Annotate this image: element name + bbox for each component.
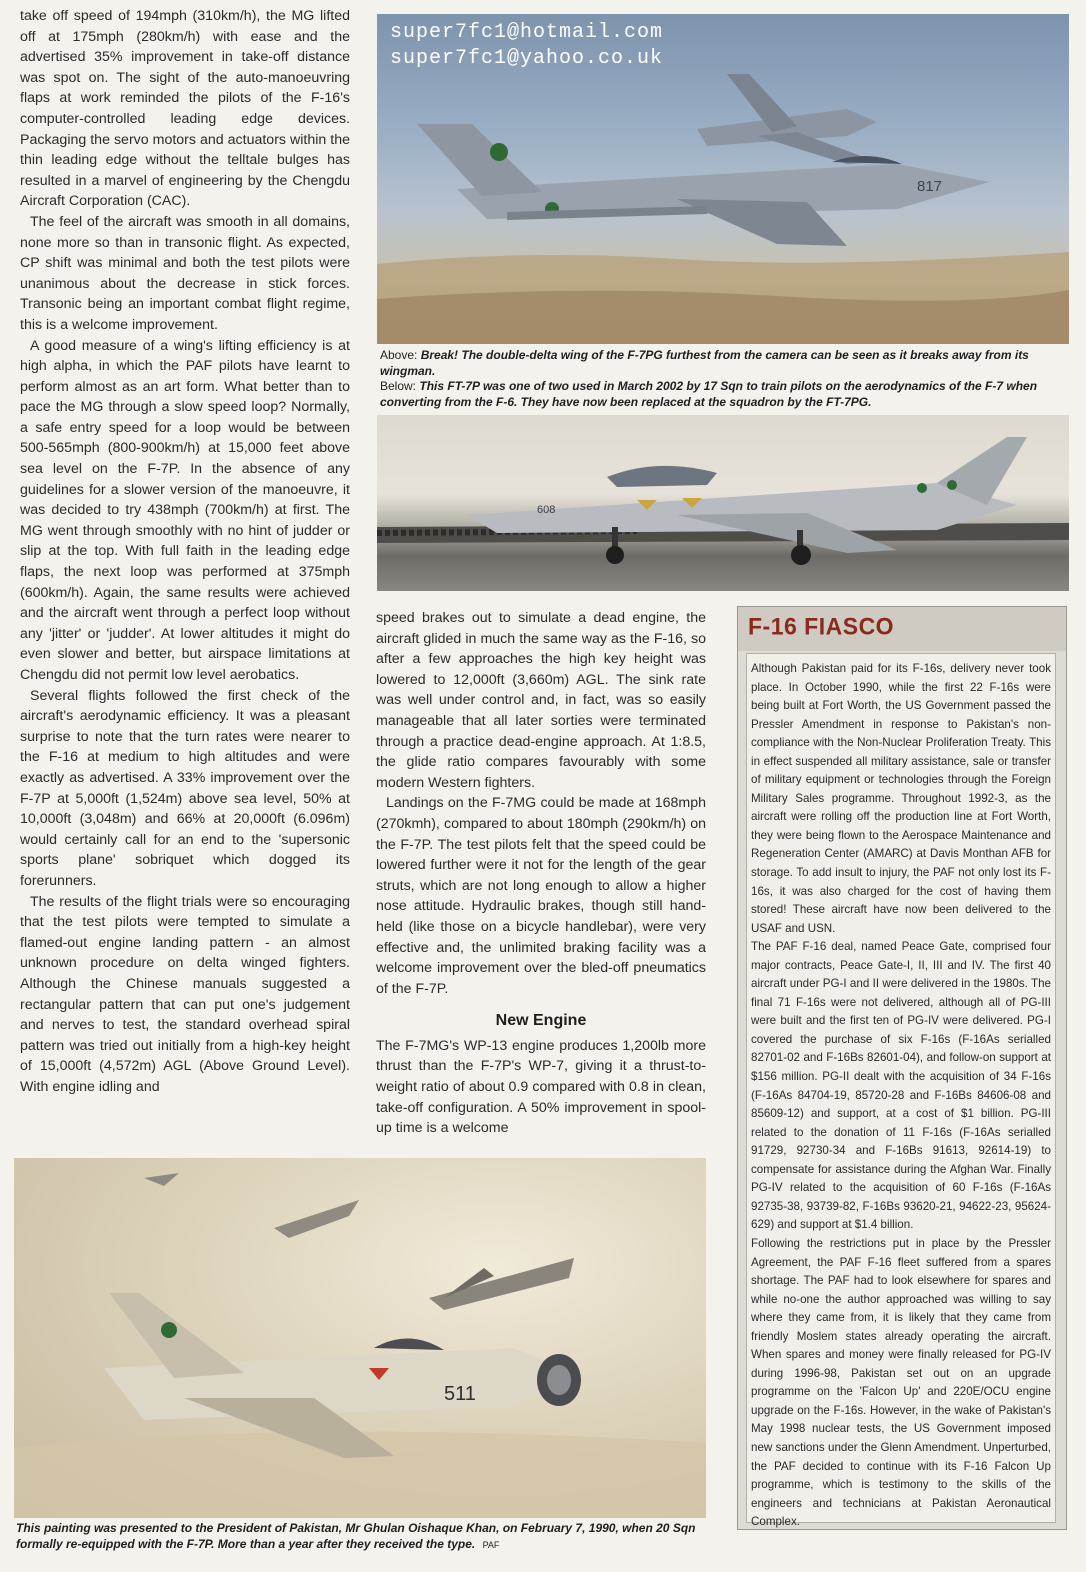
sidebar-paragraph: Although Pakistan paid for its F-16s, delivery never took place. In October 1990, while the first 22 F-16s were being built at Fort Worth, the US Government passed the Pressler Amendment in response to Pakistan's non-compliance with the Non-Nuclear Proliferation Treaty. This in effect suspended all military assistance, sale or transfer of military equipment or technologies through the Foreign Military Sales programme. Throughout 1992-3, as the aircraft were rolling off the production line at Fort Worth, they were being flown to the Aerospace Maintenance and Regeneration Center (AMARC) at Davis Monthan AFB for storage. To add insult to injury, the PAF not only lost its F-16s, it was also charged for the cost of having them stored! These aircraft have now been delivered to the USAF and USN. — [751, 662, 1051, 935]
sidebar-paragraph: Following the restrictions put in place by the Pressler Agreement, the PAF F-16 fleet suffered from a spares shortage. The PAF had to look elsewhere for spares and while no-one the author approached was willing to say where they came from, it is likely that they came from friendly Moslem states already operating the aircraft. When spares and money were finally released for PG-IV during 1996-98, Pakistan set out on an upgrade programme on the 'Falcon Up' and 220E/OCU engine upgrade on the F-16s. However, in the wake of Pakistan's May 1998 nuclear tests, the US Government imposed new sanctions under the Glenn Amendment. Unperturbed, the PAF decided to continue with its F-16 Falcon Up programme, which is testimony to the skills of the engineers and technicians at Pakistan Aeronautical Complex. — [751, 1236, 1051, 1529]
sidebar-paragraph: The PAF F-16 deal, named Peace Gate, comprised four major contracts, Peace Gate-I, II, III and IV. The first 40 aircraft under PG-I and II were delivered in the 1980s. The final 71 F-16s were not delivered, although all of PG-III were built and the first ten of PG-IV were delivered. PG-I covered the purchase of six F-16s (F-16As serialled 82701-02 and F-16Bs 82601-04), and follow-on support at $156 million. PG-II dealt with the acquisition of 34 F-16s (F-16As 84704-19, 85720-28 and F-16Bs 84606-08 and 85609-12) and support, at a cost of $1 billion. PG-III related to the donation of 11 F-16s (F-16As serialled 91729, 92730-34 and F-16Bs 91613, 92614-19) to compensate for assistance during the Afghan War. Finally PG-IV related to the acquisition of 60 F-16s (F-16As 92735-38, 93739-82, F-16Bs 93620-21, 94622-23, 95624-629) and support at $1.4 billion. — [751, 940, 1051, 1232]
aircraft-serial: 608 — [537, 504, 556, 516]
caption-text: This painting was presented to the President of Pakistan, Mr Ghulan Oishaque Khan, on February 7, 1990, when 20 Sqn formally re-equipped with the F-7P. More than a year after they received the type. — [16, 1521, 696, 1551]
article-paragraph: The results of the flight trials were so encouraging that the test pilots were tempted to simulate a flamed-out engine landing pattern - an almost unknown procedure on delta winged fighters. Although the Chinese manuals suggested a rectangular pattern that can put one's judgement and nerves to test, the standard overhead spiral pattern was tried out initially from a high-key height of 15,000ft (4,572m) AGL (Above Ground Level). With engine idling and — [20, 893, 350, 1095]
aircraft-serial: 817 — [917, 178, 943, 195]
article-paragraph: Several flights followed the first check of the aircraft's aerodynamic efficiency. It was a pleasant surprise to note that the turn rates were nearer to the F-16 at medium to high altitudes and were exactly as advertised. A 33% improvement over the F-7P at 5,000ft (1,524m) above sea level, 50% at 10,000ft (3,048m) and 66% at 20,000ft (6.096m) would certainly call for an end to the 'supersonic sports plane' sobriquet which dogged its forerunners. — [20, 687, 350, 889]
sidebar-title: F-16 FIASCO — [748, 612, 895, 640]
caption-lead: Below: — [380, 379, 417, 393]
painting-caption — [16, 1521, 706, 1553]
article-paragraph: speed brakes out to simulate a dead engine, the aircraft glided in much the same way as the F-16, so after a few approaches the high key height was lowered to 12,000ft (3,660m) AGL. The sink rate was well under control and, in fact, was so easily manageable that all later sorties were terminated through a practice dead-engine approach. At 1:8.5, the glide ratio compares favourably with some modern Western fighters. — [376, 610, 706, 791]
painting-f7p-formation — [14, 1158, 706, 1518]
article-paragraph: Landings on the F-7MG could be made at 168mph (270kmh), compared to about 180mph (290km/h) on the F-7P. The test pilots felt that the speed could be lowered further were it not for the length of the gear struts, which are not long enough to allow a higher nose attitude. Hydraulic brakes, though still hand-held (like those on a bicycle handlebar), were very effective and, the unlimited braking facility was a welcome improvement over the bled-off pneumatics of the F-7P. — [376, 795, 706, 997]
article-column-middle — [376, 608, 706, 1139]
article-paragraph: The F-7MG's WP-13 engine produces 1,200lb more thrust than the F-7P's WP-7, giving it a thrust-to-weight ratio of about 0.9 compared with 0.8 in clean, take-off configuration. A 50% improvement in spool-up time is a welcome — [376, 1037, 706, 1137]
article-column-left — [20, 6, 350, 1097]
section-subheading: New Engine — [495, 1012, 587, 1030]
email-watermark-line: super7fc1@yahoo.co.uk — [390, 47, 664, 70]
photo-f7pg-formation — [377, 14, 1069, 344]
photo-ft7p-on-runway — [377, 415, 1069, 591]
caption-text: Break! The double-delta wing of the F-7PG furthest from the camera can be seen as it breaks away from its wingman. — [380, 348, 1029, 378]
sidebar-f16-fiasco — [737, 606, 1067, 1530]
jet-on-ground-illustration — [377, 415, 1069, 591]
caption-text: This FT-7P was one of two used in March 2002 by 17 Sqn to train pilots on the aerodynamics of the F-7 when converting from the F-6. They have now been replaced at the squadron by the FT-7PG. — [380, 379, 1038, 409]
photo-caption-top — [380, 348, 1070, 410]
email-watermark-line: super7fc1@hotmail.com — [390, 21, 664, 44]
article-paragraph: The feel of the aircraft was smooth in all domains, none more so than in transonic flight. As expected, CP shift was minimal and both the test pilots were unanimous about the decrease in stick forces. Transonic being an important combat flight regime, this is a welcome improvement. — [20, 213, 350, 333]
aircraft-serial: 511 — [444, 1383, 476, 1405]
sidebar-text — [751, 660, 1051, 1532]
caption-lead: Above: — [380, 348, 418, 362]
email-watermark — [390, 20, 663, 72]
article-paragraph: take off speed of 194mph (310km/h), the MG lifted off at 175mph (280km/h) with ease and the advertised 35% improvement in take-off distance was spot on. The sight of the auto-manoeuvring flaps at work reminded the pilots of the F-16's computer-controlled leading edge devices. Packaging the servo motors and actuators within the thin leading edge without the telltale bulges has resulted in a marvel of engineering by the Chengdu Aircraft Corporation (CAC). — [20, 8, 350, 210]
painting-illustration — [14, 1158, 706, 1518]
sidebar-title-bar — [738, 607, 1066, 651]
article-paragraph: A good measure of a wing's lifting efficiency is at high alpha, in which the PAF pilots have learnt to perform almost as an art form. What better than to pace the MG through a slow speed loop? Normally, a safe entry speed for a loop would be between 500-565mph (800-900km/h) at 15,000 feet above sea level on the F-7P. In the absence of any guidelines for a slower version of the manoeuvre, it was decided to try 438mph (700km/h) at first. The MG went through smoothly with no hint of judder or slip at the top. With full faith in the leading edge flaps, the next loop was performed at 375mph (600km/h). Again, the same results were achieved and the aircraft went through a perfect loop without any 'jitter' or 'judder'. At lower altitudes it might do even slower and better, but airspace limitations at Chengdu did not permit low level aerobatics. — [20, 337, 350, 683]
caption-credit: PAF — [482, 1539, 500, 1550]
sidebar-body — [746, 653, 1056, 1529]
